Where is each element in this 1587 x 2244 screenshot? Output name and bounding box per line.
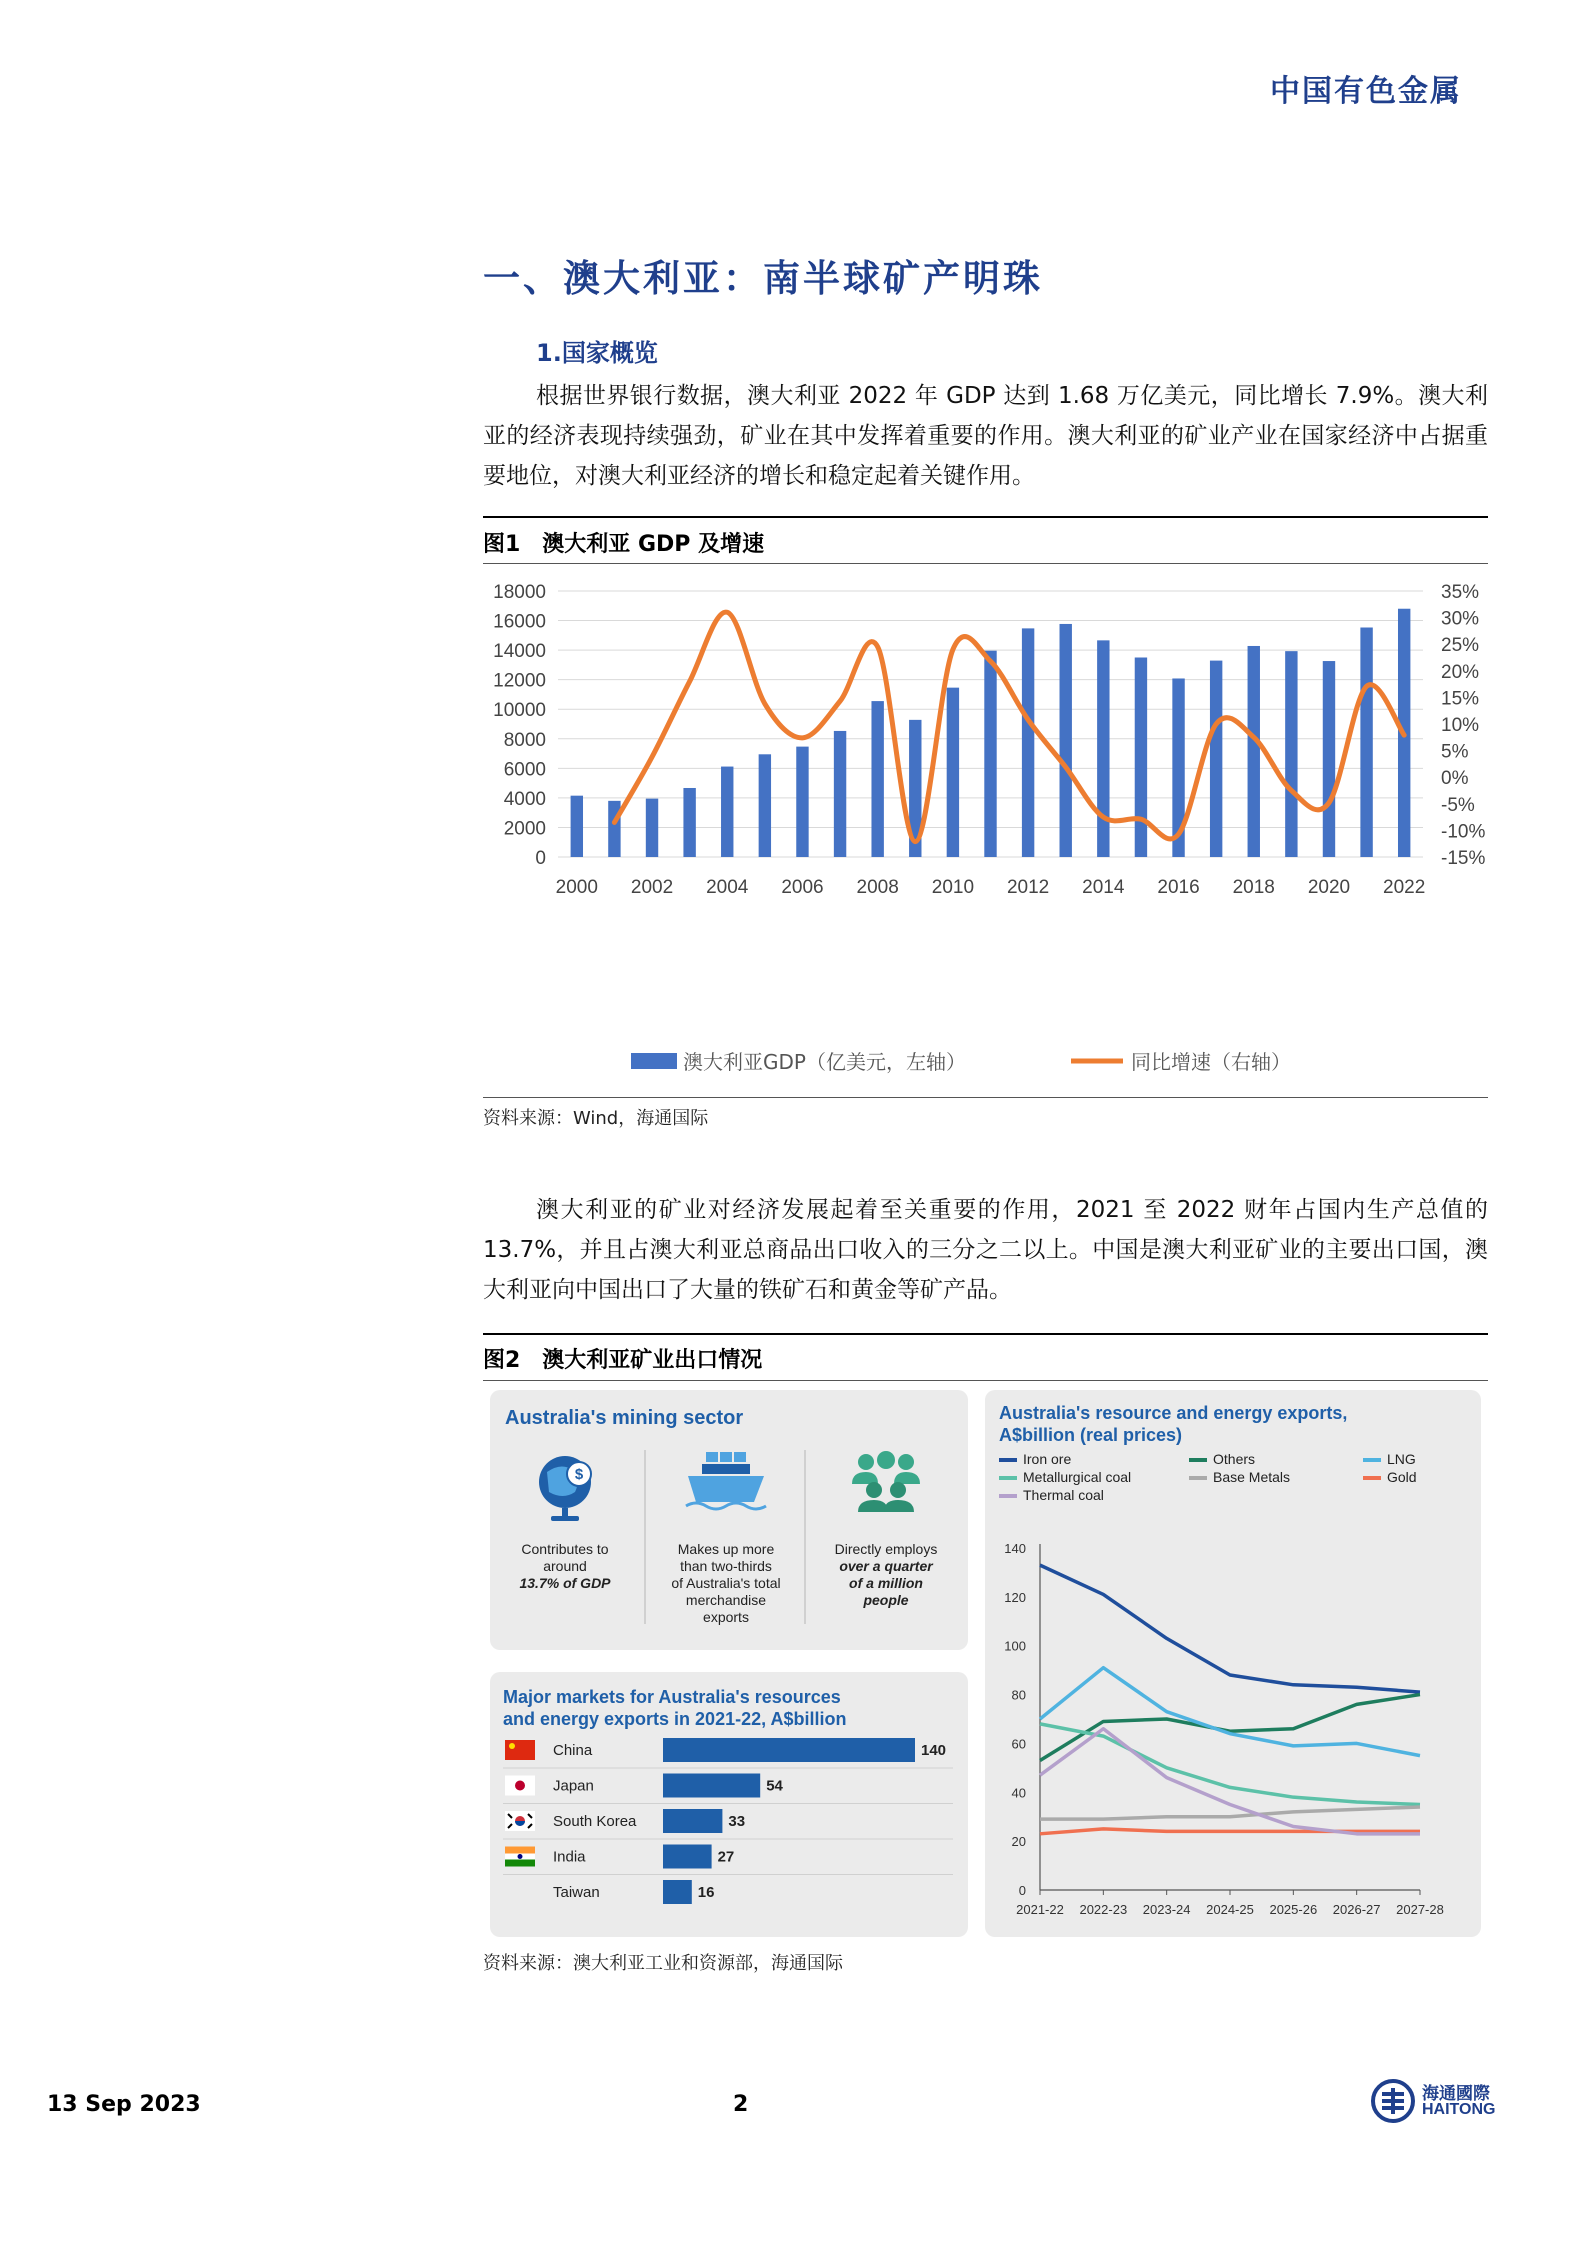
- right-tick-label: 30%: [1441, 608, 1480, 630]
- left-tick-label: 18000: [493, 582, 546, 603]
- gdp-bars: [571, 609, 1411, 857]
- gdp-bar-2001: [608, 801, 620, 857]
- x-tick-label: 2018: [1232, 877, 1275, 898]
- market-bar: [663, 1738, 915, 1762]
- svg-text:merchandise: merchandise: [685, 1592, 767, 1608]
- right-tick-label: -10%: [1441, 821, 1486, 843]
- x-tick-label: 2000: [555, 877, 598, 898]
- gdp-bar-2018: [1248, 646, 1260, 857]
- mining-sector-heading: Australia's mining sector: [505, 1407, 744, 1429]
- gdp-chart: [483, 566, 1488, 1096]
- gdp-bar-2000: [571, 796, 583, 857]
- x-tick-label: 2004: [706, 877, 749, 898]
- market-bar: [663, 1880, 692, 1904]
- gdp-bar-2010: [947, 688, 959, 857]
- gdp-bar-2011: [984, 651, 996, 857]
- market-country-label: India: [553, 1848, 586, 1866]
- y-tick-label: 140: [1004, 1541, 1026, 1556]
- gdp-right-axis-labels: [1441, 582, 1485, 869]
- mining-exports-figure: [483, 1382, 1488, 1942]
- exports-title-line1: Australia's resource and energy exports,: [999, 1403, 1348, 1423]
- svg-text:exports: exports: [703, 1609, 749, 1625]
- legend-label: Iron ore: [1023, 1451, 1072, 1467]
- gdp-bar-2006: [796, 747, 808, 857]
- y-tick-label: 40: [1011, 1785, 1026, 1801]
- x-tick-label: 2022-23: [1079, 1902, 1128, 1917]
- svg-text:$: $: [574, 1466, 584, 1483]
- x-tick-label: 2016: [1157, 877, 1200, 898]
- market-country-label: Japan: [553, 1777, 594, 1795]
- figure-1-title: 图1 澳大利亚 GDP 及增速: [483, 532, 765, 557]
- x-tick-label: 2014: [1082, 877, 1125, 898]
- gdp-bar-2017: [1210, 661, 1222, 857]
- y-tick-label: 80: [1011, 1687, 1026, 1703]
- y-tick-label: 20: [1011, 1834, 1026, 1850]
- svg-text:of a million: of a million: [849, 1575, 923, 1591]
- left-tick-label: 4000: [503, 788, 546, 810]
- x-tick-label: 2008: [856, 877, 899, 898]
- gdp-left-axis-labels: [493, 582, 546, 869]
- figure-2-source: 资料来源：澳大利亚工业和资源部，海通国际: [483, 1953, 843, 1974]
- gdp-legend: [631, 1050, 1291, 1074]
- header-brand: 中国有色金属: [1270, 74, 1462, 109]
- markets-heading-line1: Major markets for Australia's resources: [503, 1687, 841, 1707]
- svg-text:Contributes to: Contributes to: [521, 1541, 609, 1557]
- right-tick-label: -15%: [1441, 848, 1486, 869]
- gdp-bar-2003: [683, 788, 695, 857]
- market-bar: [663, 1809, 722, 1833]
- page-number: 2: [733, 2092, 749, 2117]
- legend-label-gdp: 澳大利亚GDP（亿美元，左轴）: [683, 1050, 966, 1074]
- gdp-bar-2007: [834, 731, 846, 857]
- markets-heading-line2: and energy exports in 2021-22, A$billion: [503, 1709, 847, 1729]
- gdp-x-axis-labels: [556, 877, 1426, 898]
- haitong-logo-icon: [1370, 2078, 1416, 2124]
- india-flag-icon: [505, 1847, 535, 1854]
- left-tick-label: 12000: [493, 670, 546, 692]
- legend-label: Base Metals: [1213, 1469, 1291, 1485]
- figure-2-title: 图2 澳大利亚矿业出口情况: [483, 1348, 763, 1373]
- y-tick-label: 0: [1018, 1883, 1026, 1898]
- logo-text-cn: 海通國際: [1422, 2084, 1490, 2104]
- left-tick-label: 16000: [493, 611, 546, 633]
- left-tick-label: 0: [535, 848, 546, 869]
- gdp-bar-2019: [1285, 651, 1297, 857]
- exports-title-line2: A$billion (real prices): [999, 1425, 1183, 1445]
- left-tick-label: 2000: [503, 818, 546, 840]
- figure-1-bottom-rule: [483, 1097, 1488, 1098]
- gdp-bar-2005: [759, 754, 771, 857]
- market-country-label: China: [553, 1742, 593, 1759]
- x-tick-label: 2027-28: [1396, 1902, 1444, 1917]
- x-tick-label: 2025-26: [1269, 1902, 1318, 1917]
- right-tick-label: 5%: [1441, 741, 1469, 763]
- left-tick-label: 10000: [493, 700, 546, 722]
- figure-1-source: 资料来源：Wind，海通国际: [483, 1108, 709, 1129]
- right-tick-label: 20%: [1441, 661, 1480, 683]
- x-tick-label: 2020: [1307, 877, 1351, 898]
- legend-label: Metallurgical coal: [1023, 1469, 1132, 1485]
- section-subtitle: 1.国家概览: [536, 339, 658, 367]
- market-bar: [663, 1845, 712, 1869]
- paragraph-2: 澳大利亚的矿业对经济发展起着至关重要的作用，2021 至 2022 财年占国内生产总值的 13.7%，并且占澳大利亚总商品出口收入的三分之二以上。中国是澳大利亚矿业的主要出口国，澳大利亚向中国出口了大量的铁矿石和黄金等矿产品。: [483, 1197, 1488, 1303]
- gdp-bar-2021: [1360, 628, 1372, 857]
- right-tick-label: 15%: [1441, 688, 1480, 710]
- market-value-label: 54: [766, 1777, 783, 1795]
- market-value-label: 33: [728, 1813, 746, 1830]
- svg-text:Directly employs: Directly employs: [834, 1541, 938, 1557]
- svg-text:over a quarter: over a quarter: [839, 1558, 933, 1574]
- gdp-bar-2004: [721, 767, 733, 857]
- legend-swatch-gdp: [631, 1053, 677, 1069]
- svg-text:around: around: [543, 1558, 587, 1574]
- right-tick-label: 35%: [1441, 582, 1480, 603]
- left-tick-label: 14000: [493, 641, 546, 663]
- gdp-bar-2013: [1060, 624, 1072, 857]
- legend-label: Gold: [1387, 1469, 1417, 1485]
- gdp-bar-2008: [871, 701, 883, 857]
- svg-text:than two-thirds: than two-thirds: [680, 1558, 772, 1574]
- x-tick-label: 2023-24: [1142, 1902, 1191, 1917]
- logo-text-en: HAITONG: [1422, 2101, 1496, 2118]
- svg-text:Makes up more: Makes up more: [677, 1541, 775, 1557]
- y-tick-label: 60: [1011, 1736, 1026, 1752]
- figure-2-title-rule: [483, 1380, 1488, 1381]
- left-tick-label: 8000: [503, 729, 546, 751]
- svg-text:of Australia's total: of Australia's total: [671, 1575, 781, 1591]
- x-tick-label: 2012: [1006, 877, 1050, 898]
- figure-2-top-rule: [483, 1333, 1488, 1335]
- y-tick-label: 120: [1004, 1589, 1026, 1605]
- legend-label: Thermal coal: [1023, 1487, 1104, 1503]
- legend-label: LNG: [1387, 1451, 1416, 1467]
- right-tick-label: 25%: [1441, 635, 1480, 657]
- market-bar: [663, 1774, 760, 1798]
- market-value-label: 16: [697, 1884, 715, 1901]
- right-tick-label: 0%: [1441, 768, 1469, 790]
- left-tick-label: 6000: [503, 759, 546, 781]
- svg-text:13.7% of GDP: 13.7% of GDP: [519, 1575, 611, 1591]
- gdp-bar-2014: [1097, 640, 1109, 857]
- right-tick-label: 10%: [1441, 715, 1480, 736]
- paragraph-1: 根据世界银行数据，澳大利亚 2022 年 GDP 达到 1.68 万亿美元，同比增长 7.9%。澳大利亚的经济表现持续强劲，矿业在其中发挥着重要的作用。澳大利亚的矿业产业在国家经济中占据重要地位，对澳大利亚经济的增长和稳定起着关键作用。: [483, 383, 1488, 489]
- market-country-label: Taiwan: [553, 1884, 600, 1901]
- gdp-bar-2020: [1323, 661, 1335, 857]
- market-country-label: South Korea: [553, 1813, 637, 1830]
- china-flag-icon: [505, 1740, 535, 1760]
- legend-label: Others: [1213, 1451, 1256, 1467]
- market-value-label: 27: [717, 1848, 735, 1866]
- figure-1-top-rule: [483, 516, 1488, 518]
- x-tick-label: 2021-22: [1016, 1902, 1064, 1917]
- right-tick-label: -5%: [1441, 794, 1475, 816]
- legend-label-growth: 同比增速（右轴）: [1131, 1050, 1291, 1074]
- x-tick-label: 2006: [781, 877, 824, 898]
- x-tick-label: 2026-27: [1332, 1902, 1381, 1917]
- market-value-label: 140: [921, 1742, 947, 1759]
- x-tick-label: 2024-25: [1206, 1902, 1254, 1917]
- x-tick-label: 2022: [1383, 877, 1426, 898]
- gdp-bar-2015: [1135, 658, 1147, 858]
- section-title: 一、澳大利亚：南半球矿产明珠: [483, 257, 1043, 300]
- y-tick-label: 100: [1004, 1638, 1026, 1654]
- x-tick-label: 2010: [931, 877, 975, 898]
- figure-1-title-rule: [483, 563, 1488, 564]
- svg-text:people: people: [863, 1592, 909, 1608]
- gdp-bar-2002: [646, 799, 658, 857]
- x-tick-label: 2002: [630, 877, 674, 898]
- footer-date: 13 Sep 2023: [47, 2092, 201, 2117]
- gdp-bar-2012: [1022, 628, 1034, 857]
